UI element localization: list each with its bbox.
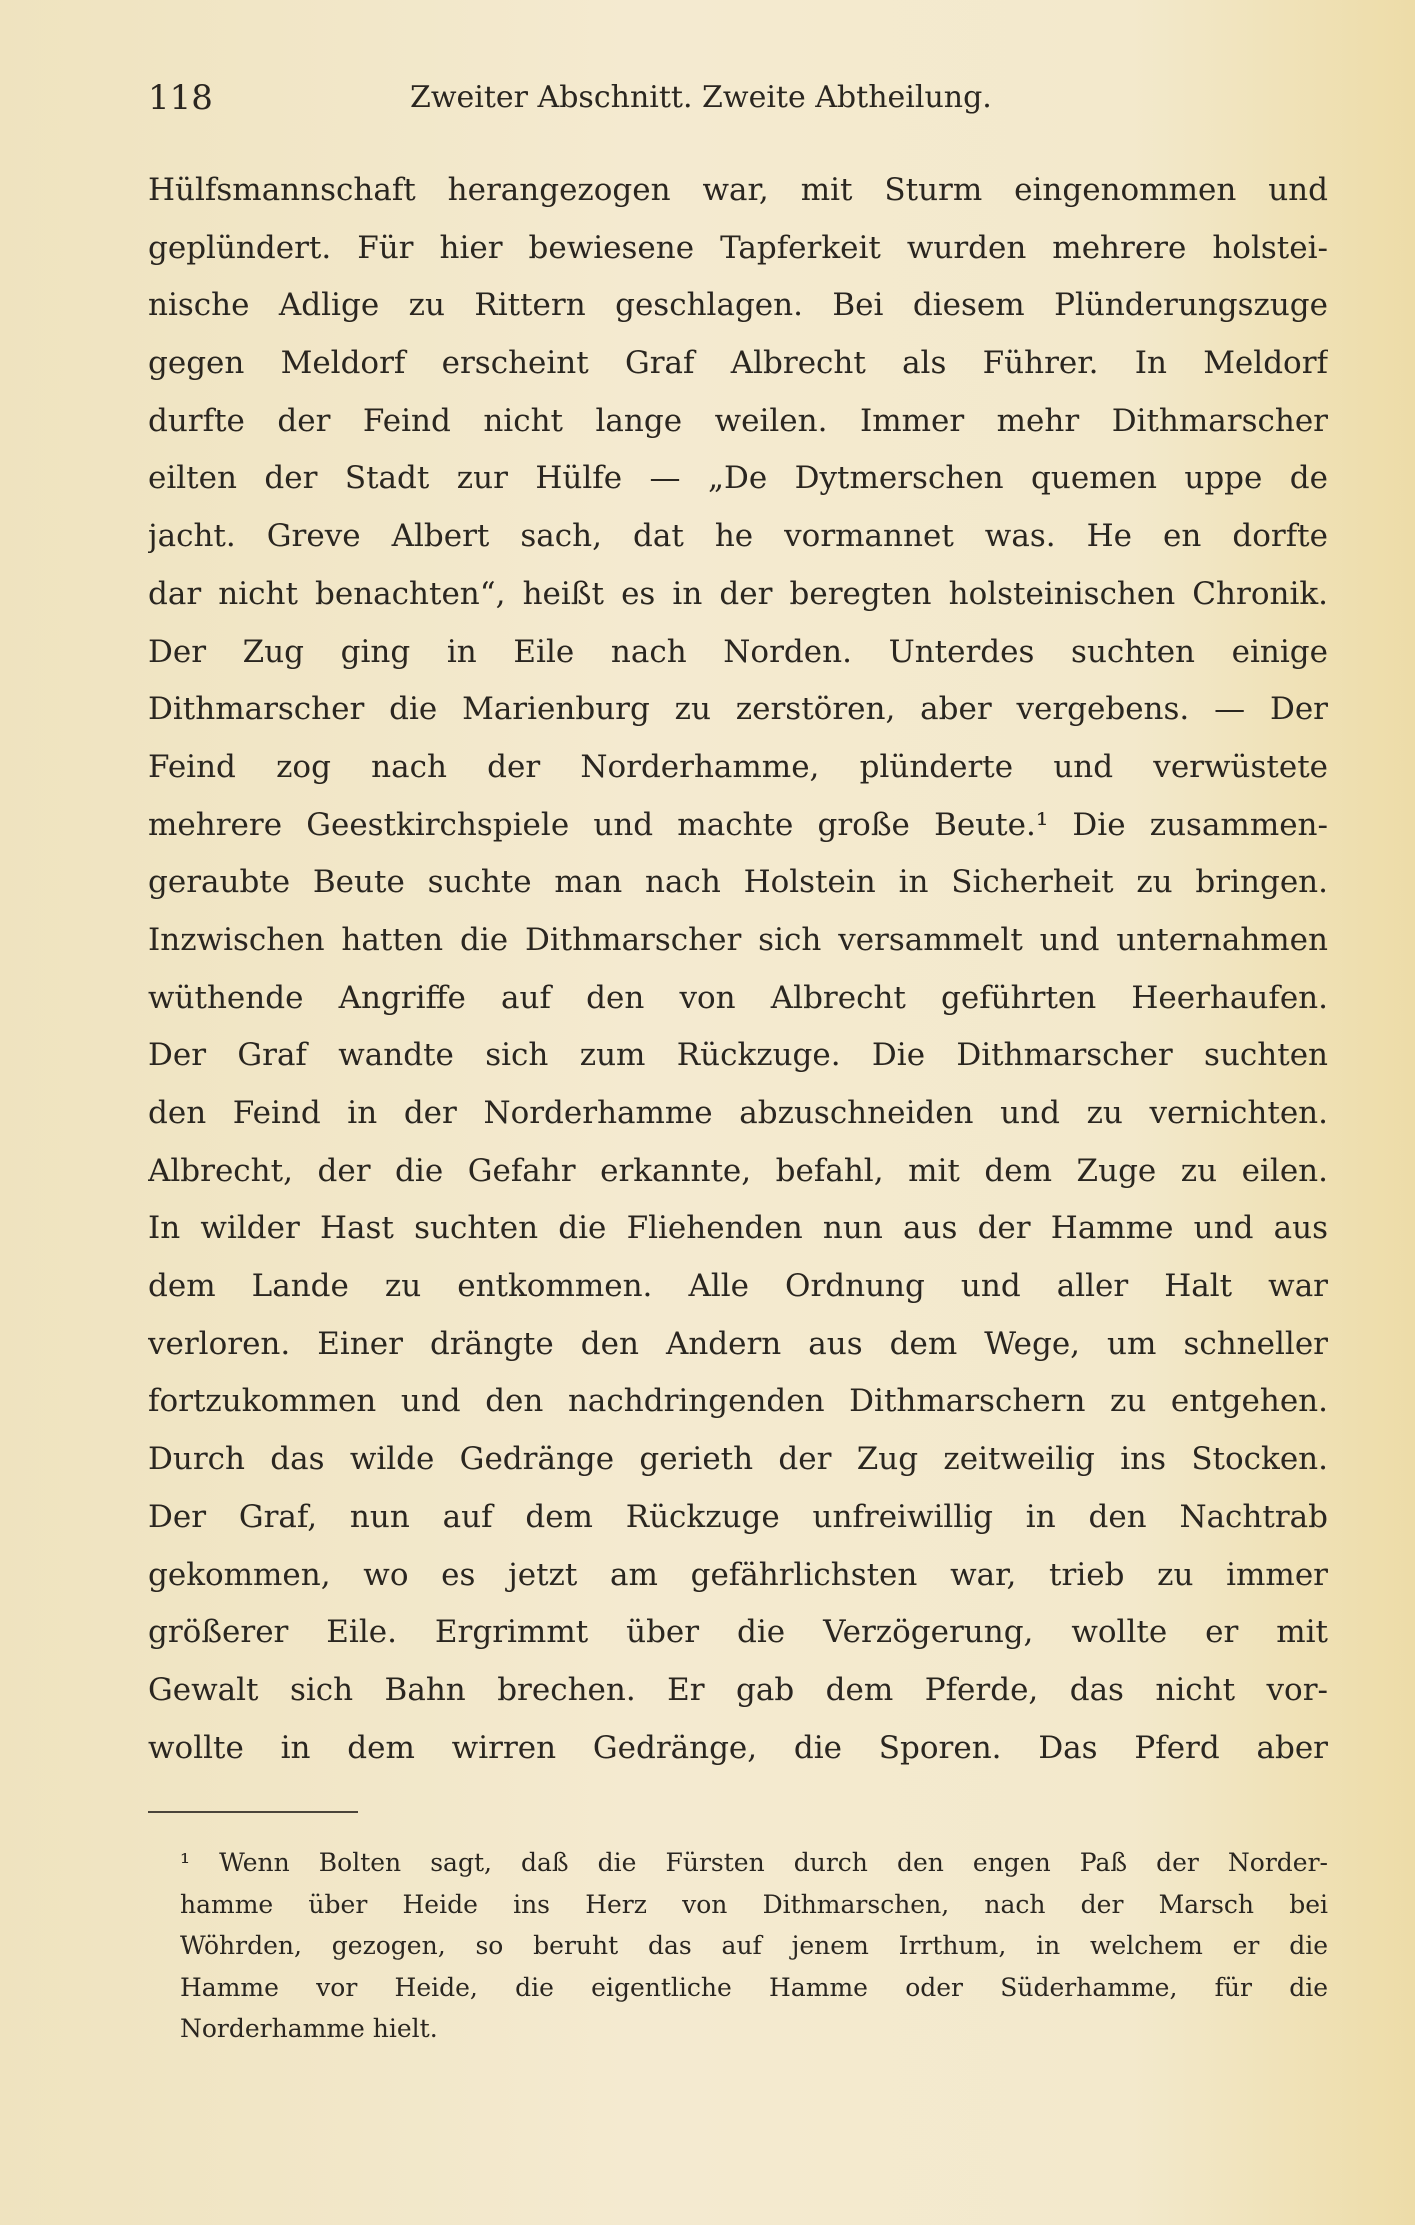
text-line: In wilder Hast suchten die Fliehenden nun aus der Hamme und aus xyxy=(148,1210,1328,1247)
footnotes xyxy=(180,1842,1328,2050)
text-line: geraubte Beute suchte man nach Holstein in Sicherheit zu bringen. xyxy=(148,864,1328,901)
footnote-line: Hamme vor Heide, die eigentliche Hamme oder Süderhamme, für die xyxy=(180,1972,1328,2002)
body-text xyxy=(148,162,1328,1777)
text-line: gekommen, wo es jetzt am gefährlichsten war, trieb zu immer xyxy=(148,1556,1328,1593)
footnote-line: hamme über Heide ins Herz von Dithmarschen, nach der Marsch bei xyxy=(180,1889,1328,1919)
text-line: Albrecht, der die Gefahr erkannte, befahl, mit dem Zuge zu eilen. xyxy=(148,1152,1328,1189)
text-line: Dithmarscher die Marienburg zu zerstören, aber vergebens. — Der xyxy=(148,691,1328,728)
text-line: Durch das wilde Gedränge gerieth der Zug zeitweilig ins Stocken. xyxy=(148,1441,1328,1478)
page-number: 118 xyxy=(148,78,213,118)
text-line: fortzukommen und den nachdringenden Dithmarschern zu entgehen. xyxy=(148,1383,1328,1420)
text-line: Feind zog nach der Norderhamme, plünderte und verwüstete xyxy=(148,748,1328,785)
running-head: Zweiter Abschnitt. Zweite Abtheilung. xyxy=(410,80,992,115)
text-line: Der Zug ging in Eile nach Norden. Unterdes suchten einige xyxy=(148,633,1328,670)
text-line: eilten der Stadt zur Hülfe — „De Dytmerschen quemen uppe de xyxy=(148,460,1328,497)
text-line: Der Graf wandte sich zum Rückzuge. Die Dithmarscher suchten xyxy=(148,1037,1328,1074)
footnote-line: Wöhrden, gezogen, so beruht das auf jenem Irrthum, in welchem er die xyxy=(180,1931,1328,1960)
footnote-line: ¹ Wenn Bolten sagt, daß die Fürsten durch den engen Paß der Norder- xyxy=(180,1848,1328,1877)
page-header xyxy=(148,78,1328,128)
text-line: geplündert. Für hier bewiesene Tapferkeit wurden mehrere holstei- xyxy=(148,229,1328,266)
text-line: dar nicht benachten“, heißt es in der beregten holsteinischen Chronik. xyxy=(148,575,1328,612)
text-line: mehrere Geestkirchspiele und machte große Beute.¹ Die zusammen- xyxy=(148,806,1328,843)
text-line: nische Adlige zu Rittern geschlagen. Bei diesem Plünderungszuge xyxy=(148,287,1328,324)
text-line: wüthende Angriffe auf den von Albrecht geführten Heerhaufen. xyxy=(148,979,1328,1016)
text-line: Der Graf, nun auf dem Rückzuge unfreiwillig in den Nachtrab xyxy=(148,1498,1328,1535)
text-line: Inzwischen hatten die Dithmarscher sich versammelt und unternahmen xyxy=(148,921,1328,958)
text-line: gegen Meldorf erscheint Graf Albrecht als Führer. In Meldorf xyxy=(148,345,1328,382)
text-line: durfte der Feind nicht lange weilen. Immer mehr Dithmarscher xyxy=(148,402,1328,439)
text-line: wollte in dem wirren Gedränge, die Sporen. Das Pferd aber xyxy=(148,1729,1328,1766)
text-line: Gewalt sich Bahn brechen. Er gab dem Pferde, das nicht vor- xyxy=(148,1671,1328,1708)
text-line: Hülfsmannschaft herangezogen war, mit Sturm eingenommen und xyxy=(148,172,1328,208)
footnote-line: Norderhamme hielt. xyxy=(180,2014,438,2043)
text-line: dem Lande zu entkommen. Alle Ordnung und aller Halt war xyxy=(148,1268,1328,1305)
footnote-divider xyxy=(148,1811,358,1813)
text-line: den Feind in der Norderhamme abzuschneiden und zu vernichten. xyxy=(148,1095,1328,1131)
text-line: jacht. Greve Albert sach, dat he vormannet was. He en dorfte xyxy=(148,518,1328,555)
text-line: verloren. Einer drängte den Andern aus dem Wege, um schneller xyxy=(148,1325,1328,1362)
text-line: größerer Eile. Ergrimmt über die Verzögerung, wollte er mit xyxy=(148,1614,1328,1651)
